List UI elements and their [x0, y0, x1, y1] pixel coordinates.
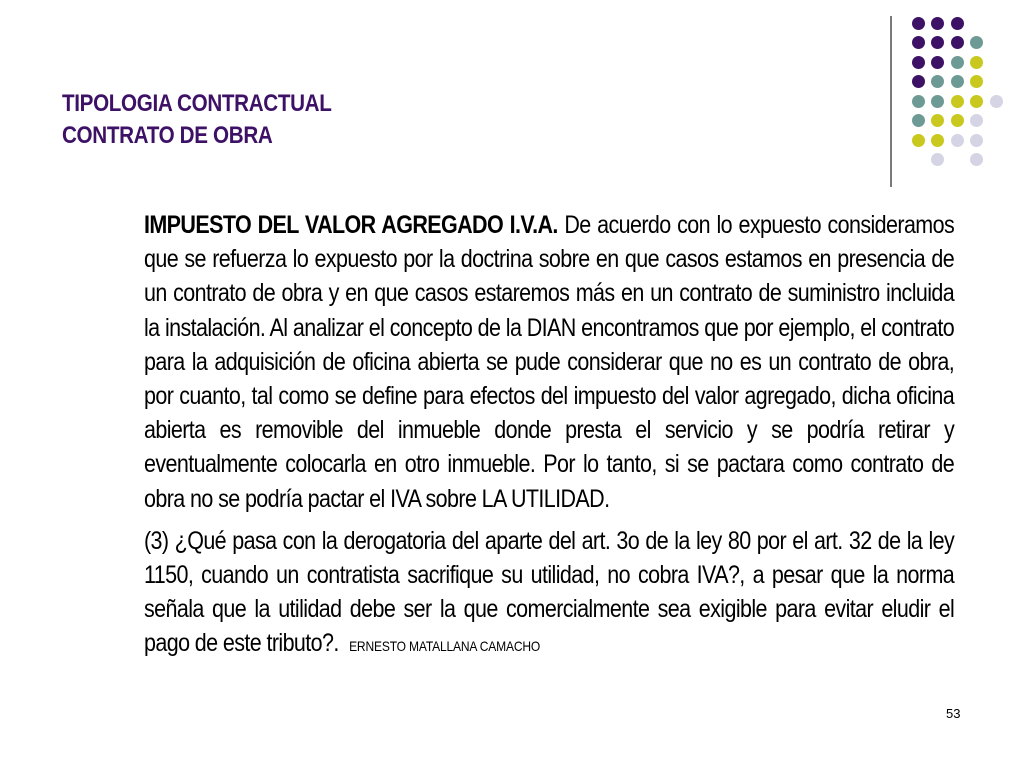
- decorative-dot: [912, 36, 925, 49]
- decorative-dot: [970, 134, 983, 147]
- decorative-dot: [931, 56, 944, 69]
- decorative-dot: [970, 114, 983, 127]
- slide-title: [62, 88, 331, 152]
- decorative-dot: [951, 114, 964, 127]
- title-line-1: TIPOLOGIA CONTRACTUAL: [62, 90, 332, 117]
- paragraph-1-text: De acuerdo con lo expuesto consideramos que se refuerza lo expuesto por la doctrina sobre en que casos estamos en presencia de un contrato de obra y en que casos estaremos más en un contrato de suministro incluida la instalación. Al analizar el concepto de la DIAN encontramos que por ejemplo, el contrato para la adquisición de oficina abierta se pude considerar que no es un contrato de obra, por cuanto, tal como se define para efectos del impuesto del valor agregado, dicha oficina abierta es removible del inmueble donde presta el servicio y se podría retirar y eventualmente colocarla en otro inmueble. Por lo tanto, si se pactara como contrato de obra no se podría pactar el IVA sobre LA UTILIDAD.: [144, 211, 955, 513]
- decorative-dot: [951, 36, 964, 49]
- decorative-dot: [990, 95, 1003, 108]
- slide-body: [144, 208, 954, 664]
- decorative-dot: [951, 134, 964, 147]
- divider-line: [890, 16, 892, 187]
- paragraph-2: [144, 524, 954, 664]
- decorative-dot: [970, 153, 983, 166]
- decorative-dot: [931, 153, 944, 166]
- paragraph-1: [144, 208, 954, 516]
- decorative-dot: [912, 17, 925, 30]
- author-name: ERNESTO MATALLANA CAMACHO: [349, 638, 541, 655]
- decorative-dot: [912, 114, 925, 127]
- title-line-2: CONTRATO DE OBRA: [62, 122, 273, 149]
- decorative-dot: [951, 56, 964, 69]
- decorative-dot: [970, 75, 983, 88]
- decorative-dot: [912, 134, 925, 147]
- page-number: 53: [946, 706, 961, 721]
- decorative-dot: [912, 75, 925, 88]
- paragraph-1-lead: IMPUESTO DEL VALOR AGREGADO I.V.A.: [144, 211, 558, 239]
- decorative-dot: [912, 56, 925, 69]
- decorative-dot: [951, 95, 964, 108]
- decorative-dot: [970, 36, 983, 49]
- decorative-dot: [931, 17, 944, 30]
- decorative-dot: [931, 95, 944, 108]
- decorative-dot: [931, 75, 944, 88]
- decorative-dot: [951, 75, 964, 88]
- decorative-dot: [931, 134, 944, 147]
- decorative-dot: [931, 114, 944, 127]
- decorative-dot: [931, 36, 944, 49]
- decorative-dot: [951, 17, 964, 30]
- decorative-dot: [970, 95, 983, 108]
- paragraph-2-text: (3) ¿Qué pasa con la derogatoria del aparte del art. 3o de la ley 80 por el art. 32 de la ley 1150, cuando un contratista sacrifique su utilidad, no cobra IVA?, a pesar que la norma señala que la utilidad debe ser la que comercialmente sea exigible para evitar eludir el pago de este tributo?.: [144, 526, 955, 658]
- decorative-dot: [970, 56, 983, 69]
- decorative-dot: [912, 95, 925, 108]
